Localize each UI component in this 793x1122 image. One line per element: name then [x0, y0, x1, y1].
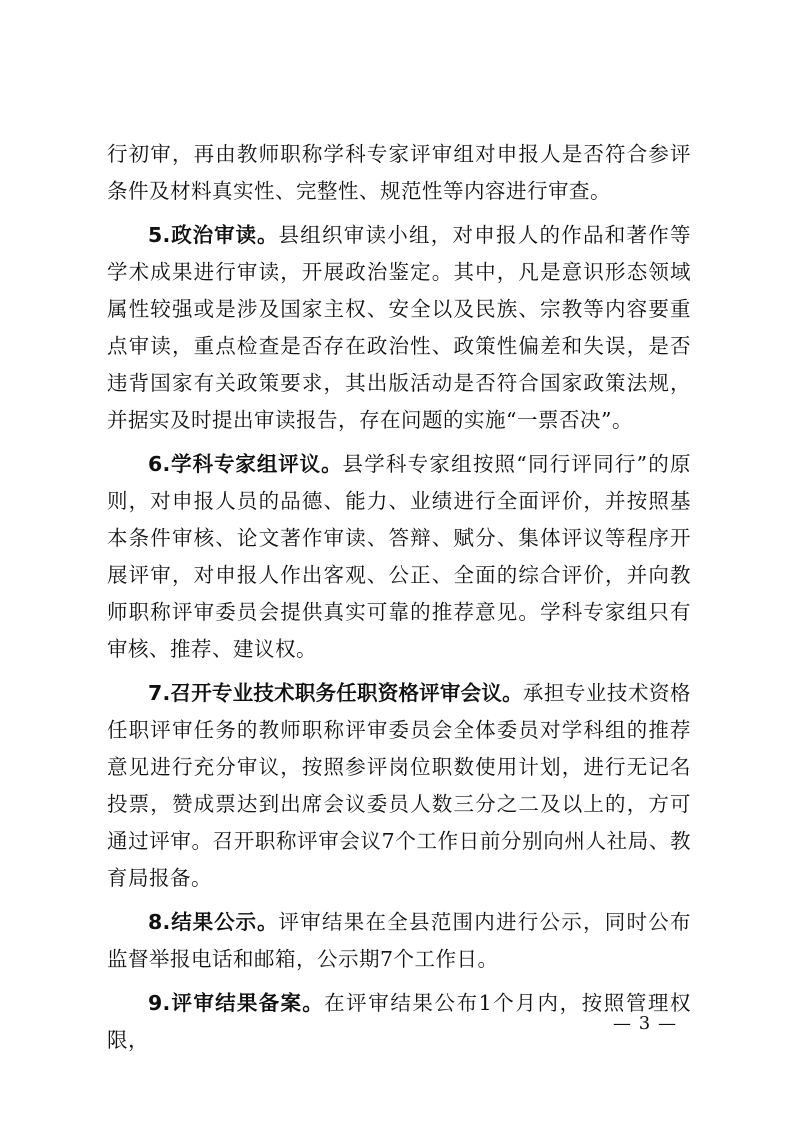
document-body [107, 136, 691, 1059]
paragraph-political-review [107, 217, 691, 439]
paragraph-evaluation-meeting [107, 675, 691, 897]
paragraph-body: 行初审，再由教师职称学科专家评审组对申报人是否符合参评条件及材料真实性、完整性、规范性等内容进行审查。 [107, 142, 691, 203]
paragraph-result-publicity [107, 904, 691, 978]
paragraph-body: 评审结果在全县范围内进行公示，同时公布监督举报电话和邮箱，公示期7个工作日。 [107, 910, 692, 971]
page-number: — 3 — [613, 1013, 677, 1034]
paragraph-body: 承担专业技术资格任职评审任务的教师职称评审委员会全体委员对学科组的推荐意见进行充分审议，按照参评岗位职数使用计划，进行无记名投票，赞成票达到出席会议委员人数三分之二及以上的，方可通过评审。召开职称评审会议7个工作日前分别向州人社局、教育局报备。 [107, 681, 691, 890]
paragraph-continuation [107, 136, 691, 210]
paragraph-heading: 5.政治审读。 [148, 223, 279, 247]
paragraph-body: 县组织审读小组，对申报人的作品和著作等学术成果进行审读，开展政治鉴定。其中，凡是意识形态领域属性较强或是涉及国家主权、安全以及民族、宗教等内容要重点审读，重点检查是否存在政治性、政策性偏差和失误，是否违背国家有关政策要求，其出版活动是否符合国家政策法规，并据实及时提出审读报告，存在问题的实施“一票否决”。 [107, 223, 692, 432]
paragraph-body: 在评审结果公布1个月内，按照管理权限， [107, 991, 692, 1052]
paragraph-body: 县学科专家组按照“同行评同行”的原则，对申报人员的品德、能力、业绩进行全面评价，并按照基本条件审核、论文著作审读、答辩、赋分、集体评议等程序开展评审，对申报人作出客观、公正、全面的综合评价，并向教师职称评审委员会提供真实可靠的推荐意见。学科专家组只有审核、推荐、建议权。 [107, 452, 691, 661]
paragraph-heading: 8.结果公示。 [148, 910, 279, 934]
paragraph-heading: 9.评审结果备案。 [148, 991, 325, 1015]
paragraph-heading: 6.学科专家组评议。 [148, 452, 343, 476]
paragraph-heading: 7.召开专业技术职务任职资格评审会议。 [148, 681, 523, 705]
paragraph-expert-review [107, 446, 691, 668]
